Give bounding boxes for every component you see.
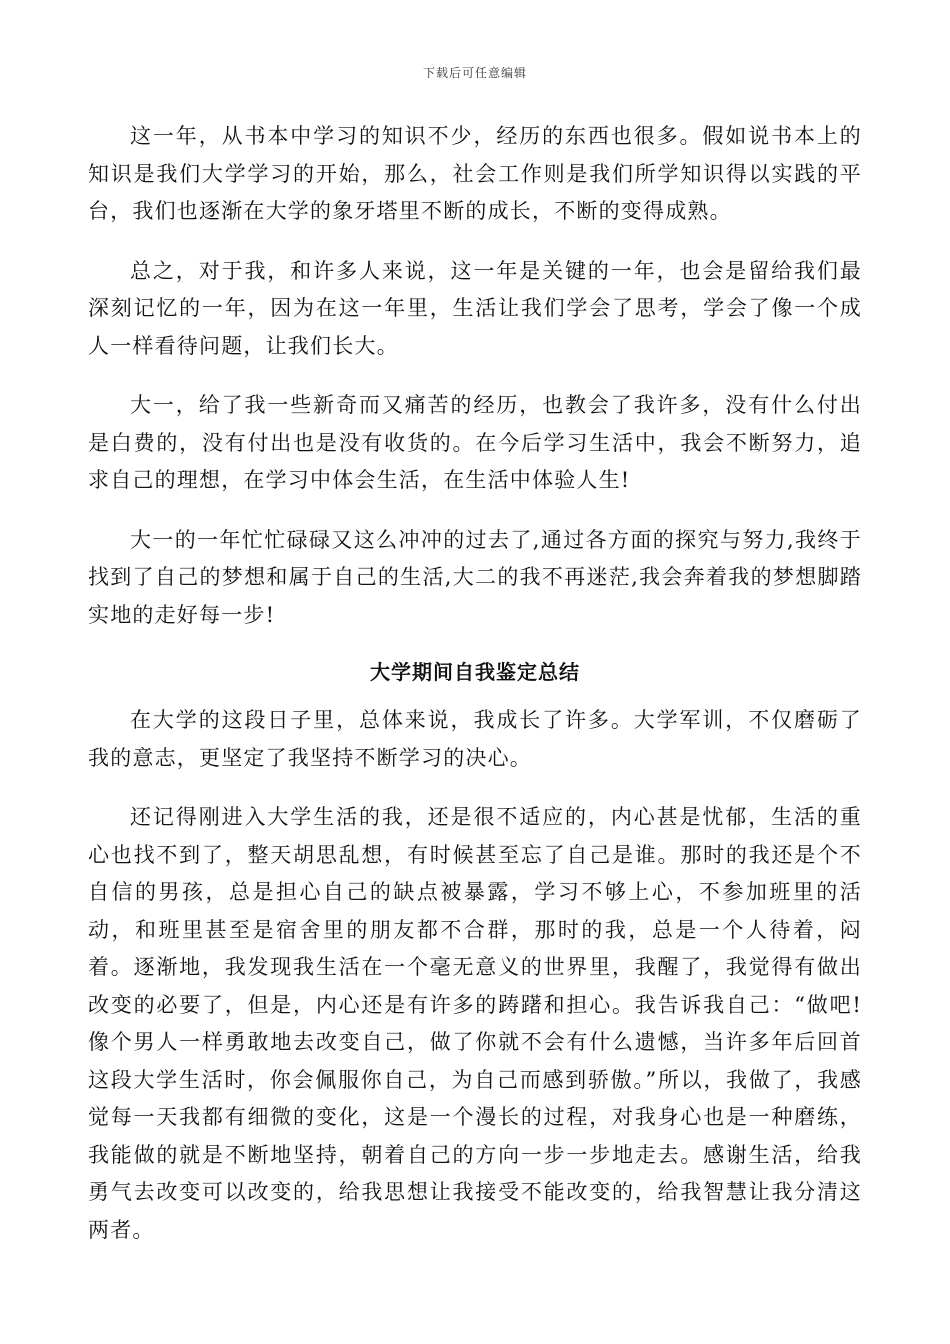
paragraph: 这一年，从书本中学习的知识不少，经历的东西也很多。假如说书本上的知识是我们大学学习的开始，那么，社会工作则是我们所学知识得以实践的平台，我们也逐渐在大学的象牙塔里不断的成长，不断的变得成熟。 [88, 124, 862, 223]
paragraph: 在大学的这段日子里，总体来说，我成长了许多。大学军训，不仅磨砺了我的意志，更坚定了我坚持不断学习的决心。 [88, 708, 862, 770]
paragraph: 还记得刚进入大学生活的我，还是很不适应的，内心甚是忧郁，生活的重心也找不到了，整天胡思乱想，有时候甚至忘了自己是谁。那时的我还是个不自信的男孩，总是担心自己的缺点被暴露，学习不够上心，不参加班里的活动，和班里甚至是宿舍里的朋友都不合群，那时的我，总是一个人待着，闷着。逐渐地，我发现我生活在一个毫无意义的世界里，我醒了，我觉得有做出改变的必要了，但是，内心还是有许多的踌躇和担心。我告诉我自己：“做吧!像个男人一样勇敢地去改变自己，做了你就不会有什么遗憾，当许多年后回首这段大学生活时，你会佩服你自己，为自己而感到骄傲。”所以，我做了，我感觉每一天我都有细微的变化，这是一个漫长的过程，对我身心也是一种磨练，我能做的就是不断地坚持，朝着自己的方向一步一步地走去。感谢生活，给我勇气去改变可以改变的，给我思想让我接受不能改变的，给我智慧让我分清这两者。 [88, 805, 862, 1242]
paragraph: 总之，对于我，和许多人来说，这一年是关键的一年，也会是留给我们最深刻记忆的一年，因为在这一年里，生活让我们学会了思考，学会了像一个成人一样看待问题，让我们长大。 [88, 258, 862, 358]
paragraph: 大一的一年忙忙碌碌又这么冲冲的过去了,通过各方面的探究与努力,我终于找到了自己的梦想和属于自己的生活,大二的我不再迷茫,我会奔着我的梦想脚踏实地的走好每一步! [88, 527, 862, 627]
page-header: 下载后可任意编辑 [422, 66, 527, 80]
document-body [88, 118, 862, 1271]
section-title: 大学期间自我鉴定总结 [370, 660, 580, 684]
paragraph: 大一，给了我一些新奇而又痛苦的经历，也教会了我许多，没有什么付出是白费的，没有付出也是没有收货的。在今后学习生活中，我会不断努力，追求自己的理想，在学习中体会生活，在生活中体验人生! [88, 393, 862, 492]
